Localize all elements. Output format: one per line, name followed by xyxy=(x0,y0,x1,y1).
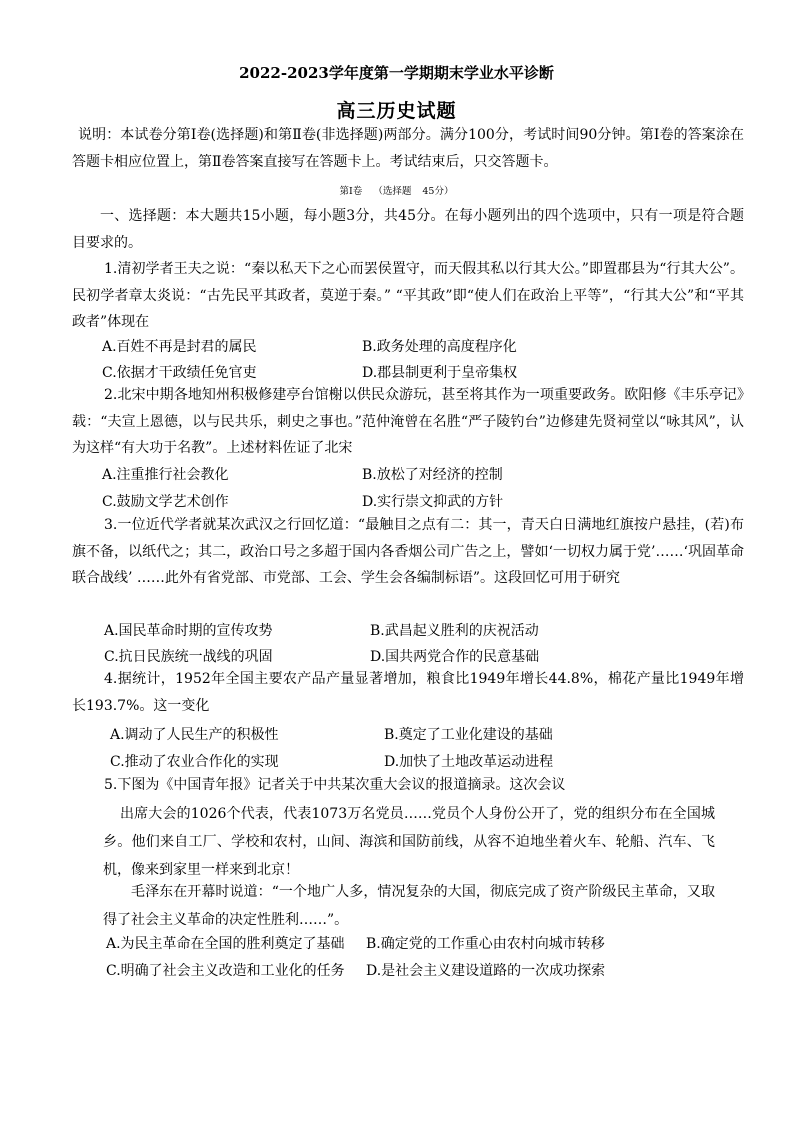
question-5-option-c: C.明确了社会主义改造和工业化的任务 xyxy=(106,963,345,979)
exam-subject: 高三历史试题 xyxy=(336,100,457,122)
question-5-quote-1: 出席大会的1026个代表，代表1073万名党员……党员个人身份公开了，党的组织分布在全国城乡。他们来自工厂、学校和农村，山间、海滨和国防前线，从容不迫地坐着火车、轮船、汽车、飞机，像来到家里一样来到北京！ xyxy=(103,806,715,878)
question-4-option-d: D.加快了土地改革运动进程 xyxy=(384,754,554,770)
question-3-option-c: C.抗日民族统一战线的巩固 xyxy=(104,649,273,665)
question-1-option-a: A.百姓不再是封君的属民 xyxy=(102,339,257,355)
question-5-stem: 5.下图为《中国青年报》记者关于中共某次重大会议的报道摘录。这次会议 xyxy=(104,777,566,793)
section-points: 45分） xyxy=(422,186,454,197)
question-5-option-b: B.确定党的工作重心由农村向城市转移 xyxy=(366,936,605,952)
section-type: （选择题 xyxy=(373,186,412,197)
question-2-option-a: A.注重推行社会教化 xyxy=(102,467,229,483)
question-3-option-a: A.国民革命时期的宣传攻势 xyxy=(104,623,273,639)
question-2-stem: 2.北宋中期各地知州积极修建亭台馆榭以供民众游玩，甚至将其作为一项重要政务。欧阳修《丰乐亭记》载：“夫宣上恩德，以与民共乐，刺史之事也。”范仲淹曾在名胜“严子陵钓台”边修建先贤祠堂以“咏其风”，认为这样“有大功于名教”。上述材料佐证了北宋 xyxy=(72,387,744,456)
question-4-option-b: B.奠定了工业化建设的基础 xyxy=(384,727,553,743)
question-2-option-b: B.放松了对经济的控制 xyxy=(362,467,503,483)
question-1-option-b: B.政务处理的高度程序化 xyxy=(362,339,517,355)
question-2-option-d: D.实行崇文抑武的方针 xyxy=(362,494,504,510)
question-3-stem: 3.一位近代学者就某次武汉之行回忆道：“最触目之点有二：其一，青天白日满地红旗按户悬挂，(若)布旗不备，以纸代之；其二，政治口号之多超于国内各香烟公司广告之上，譬如‘一切权力属于党’……‘巩固革命联合战线’ ……此外有省党部、市党部、工会、学生会各编制标语”。这段回忆可用于研究 xyxy=(72,517,744,586)
question-3-option-d: D.国共两党合作的民意基础 xyxy=(370,649,540,665)
exam-instructions: 说明：本试卷分第Ⅰ卷(选择题)和第Ⅱ卷(非选择题)两部分。满分100分，考试时间90分钟。第Ⅰ卷的答案涂在答题卡相应位置上，第Ⅱ卷答案直接写在答题卡上。考试结束后，只交答题卡。 xyxy=(72,127,744,170)
question-5-option-a: A.为民主革命在全国的胜利奠定了基础 xyxy=(106,936,345,952)
section-intro: 一、选择题：本大题共15小题，每小题3分，共45分。在每小题列出的四个选项中，只有一项是符合题目要求的。 xyxy=(72,208,744,251)
question-1-option-c: C.依据才干政绩任免官吏 xyxy=(102,365,257,381)
question-4-stem: 4.据统计，1952年全国主要农产品产量显著增加，粮食比1949年增长44.8%，棉花产量比1949年增长193.7%。这一变化 xyxy=(72,671,744,714)
question-4-option-c: C.推动了农业合作化的实现 xyxy=(110,754,279,770)
question-1-option-d: D.郡县制更利于皇帝集权 xyxy=(362,365,518,381)
question-4-option-a: A.调动了人民生产的积极性 xyxy=(110,727,279,743)
question-2-option-c: C.鼓励文学艺术创作 xyxy=(102,494,229,510)
question-5-quote-2: 毛泽东在开幕时说道：“一个地广人多，情况复杂的大国，彻底完成了资产阶级民主革命，又取得了社会主义革命的决定性胜利……”。 xyxy=(103,884,715,928)
section-heading xyxy=(0,183,793,197)
question-5-option-d: D.是社会主义建设道路的一次成功探索 xyxy=(366,963,606,979)
exam-title: 2022-2023学年度第一学期期末学业水平诊断 xyxy=(239,64,554,82)
section-name: 第Ⅰ卷 xyxy=(339,186,363,197)
question-3-option-b: B.武昌起义胜利的庆祝活动 xyxy=(370,623,539,639)
question-1-stem: 1.清初学者王夫之说：“秦以私天下之心而罢侯置守，而天假其私以行其大公。”即置郡县为“行其大公”。民初学者章太炎说：“古先民平其政者，莫逆于秦。” “平其政”即“使人们在政治上平等”，“行其大公”和“平其政者”体现在 xyxy=(72,261,744,330)
